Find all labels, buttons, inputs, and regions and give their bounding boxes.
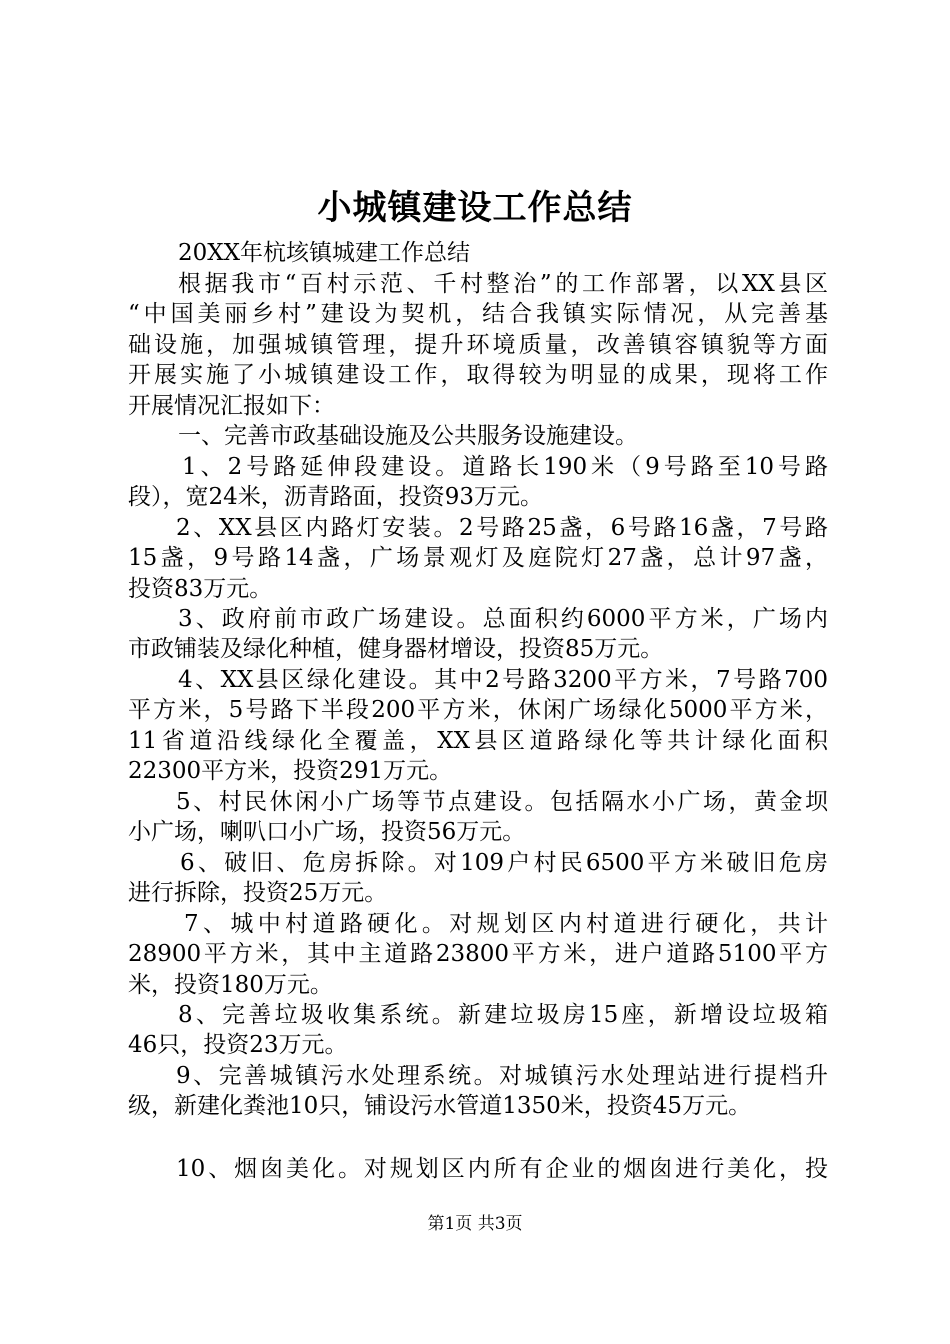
text-line: 46只，投资23万元。 xyxy=(128,1032,348,1058)
text-line: 开展实施了小城镇建设工作，取得较为明显的成果，现将工作 xyxy=(128,362,828,388)
text-line: 22300平方米，投资291万元。 xyxy=(128,758,453,784)
item-line: 1、2号路延伸段建设。道路长190米（9号路至10号路 xyxy=(182,454,828,480)
text-line: 进行拆除，投资25万元。 xyxy=(128,880,388,906)
page-number-footer: 第1页 共3页 xyxy=(427,1214,523,1234)
item-line: 10、烟囱美化。对规划区内所有企业的烟囱进行美化，投 xyxy=(176,1156,828,1182)
text-line: 段），宽24米，沥青路面，投资93万元。 xyxy=(128,484,544,510)
item-line: 4、XX县区绿化建设。其中2号路3200平方米，7号路700 xyxy=(178,667,828,693)
text-line: 小广场，喇叭口小广场，投资56万元。 xyxy=(128,819,526,845)
text-line: 级，新建化粪池10只，铺设污水管道1350米，投资45万元。 xyxy=(128,1093,752,1119)
item-line: 8、完善垃圾收集系统。新建垃圾房15座，新增设垃圾箱 xyxy=(178,1002,828,1028)
text-line: 11省道沿线绿化全覆盖，XX县区道路绿化等共计绿化面积 xyxy=(128,728,828,754)
document-title: 小城镇建设工作总结 xyxy=(317,188,633,228)
item-line: 2、XX县区内路灯安装。2号路25盏，6号路16盏，7号路 xyxy=(176,515,828,541)
text-line: 15盏，9号路14盏，广场景观灯及庭院灯27盏，总计97盏， xyxy=(128,545,828,571)
text-line: 市政铺装及绿化种植，健身器材增设，投资85万元。 xyxy=(128,636,664,662)
text-line: 平方米，5号路下半段200平方米，休闲广场绿化5000平方米， xyxy=(128,697,828,723)
subtitle-line: 20XX年杭垓镇城建工作总结 xyxy=(178,240,471,266)
item-line: 3、政府前市政广场建设。总面积约6000平方米，广场内 xyxy=(178,606,828,632)
text-line: 开展情况汇报如下： xyxy=(128,393,335,419)
text-line: 投资83万元。 xyxy=(128,576,273,602)
text-line: “中国美丽乡村”建设为契机，结合我镇实际情况，从完善基 xyxy=(128,301,828,327)
item-line: 9、完善城镇污水处理系统。对城镇污水处理站进行提档升 xyxy=(176,1063,828,1089)
text-line: 根据我市“百村示范、千村整治”的工作部署，以XX县区 xyxy=(178,271,828,297)
item-line: 5、村民休闲小广场等节点建设。包括隔水小广场，黄金坝 xyxy=(176,789,828,815)
item-line: 6、破旧、危房拆除。对109户村民6500平方米破旧危房 xyxy=(180,850,828,876)
item-line: 7、城中村道路硬化。对规划区内村道进行硬化，共计 xyxy=(184,911,828,937)
text-line: 础设施，加强城镇管理，提升环境质量，改善镇容镇貌等方面 xyxy=(128,332,828,358)
text-line: 28900平方米，其中主道路23800平方米，进户道路5100平方 xyxy=(128,941,828,967)
section-heading: 一、完善市政基础设施及公共服务设施建设。 xyxy=(178,423,638,449)
text-line: 米，投资180万元。 xyxy=(128,972,333,998)
